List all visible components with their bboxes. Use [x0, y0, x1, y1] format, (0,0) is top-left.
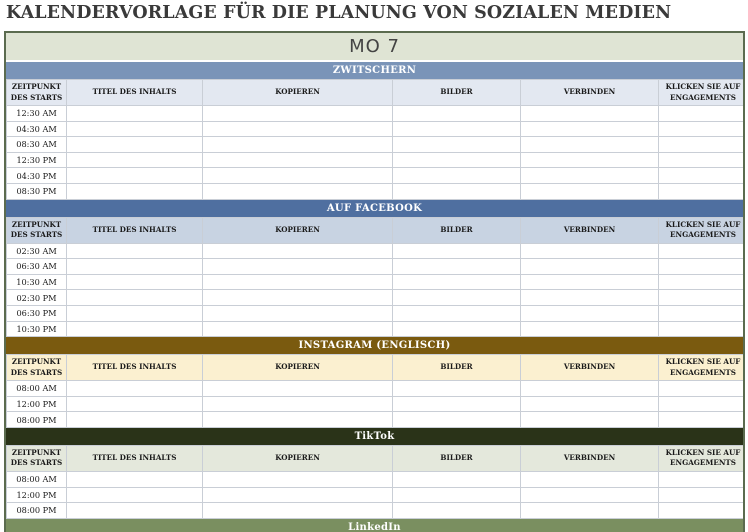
col-clicks-header: KLICKEN SIE AUF ENGAGEMENTS: [659, 445, 746, 471]
col-clicks-header: KLICKEN SIE AUF ENGAGEMENTS: [659, 217, 746, 243]
link-cell[interactable]: [521, 183, 659, 199]
copy-cell[interactable]: [203, 183, 393, 199]
clicks-cell[interactable]: [659, 412, 746, 428]
title-cell[interactable]: [67, 259, 203, 275]
images-cell[interactable]: [393, 274, 521, 290]
link-cell[interactable]: [521, 471, 659, 487]
col-title-header: TITEL DES INHALTS: [67, 445, 203, 471]
copy-cell[interactable]: [203, 503, 393, 519]
link-cell[interactable]: [521, 121, 659, 137]
link-cell[interactable]: [521, 152, 659, 168]
clicks-cell[interactable]: [659, 305, 746, 321]
time-cell: 12:00 PM: [7, 396, 67, 412]
time-cell: 08:30 PM: [7, 183, 67, 199]
images-cell[interactable]: [393, 381, 521, 397]
link-cell[interactable]: [521, 412, 659, 428]
link-cell[interactable]: [521, 259, 659, 275]
clicks-cell[interactable]: [659, 259, 746, 275]
images-cell[interactable]: [393, 168, 521, 184]
copy-cell[interactable]: [203, 259, 393, 275]
col-title-header: TITEL DES INHALTS: [67, 355, 203, 381]
clicks-cell[interactable]: [659, 487, 746, 503]
table-row: [7, 274, 746, 290]
time-cell: 10:30 AM: [7, 274, 67, 290]
col-time-header: ZEITPUNKT DES STARTS: [7, 80, 67, 106]
col-copy-header: KOPIEREN: [203, 217, 393, 243]
table-row: [7, 381, 746, 397]
col-copy-header: KOPIEREN: [203, 80, 393, 106]
title-cell[interactable]: [67, 152, 203, 168]
title-cell[interactable]: [67, 305, 203, 321]
table-row: [7, 396, 746, 412]
images-cell[interactable]: [393, 305, 521, 321]
col-title-header: TITEL DES INHALTS: [67, 217, 203, 243]
time-cell: 08:00 AM: [7, 471, 67, 487]
time-cell: 06:30 AM: [7, 259, 67, 275]
copy-cell[interactable]: [203, 168, 393, 184]
images-cell[interactable]: [393, 137, 521, 153]
time-cell: 02:30 AM: [7, 243, 67, 259]
link-cell[interactable]: [521, 243, 659, 259]
copy-cell[interactable]: [203, 121, 393, 137]
images-cell[interactable]: [393, 503, 521, 519]
table-row: [7, 471, 746, 487]
section-band-instagram: INSTAGRAM (ENGLISCH): [6, 337, 743, 354]
link-cell[interactable]: [521, 137, 659, 153]
col-time-header: ZEITPUNKT DES STARTS: [7, 355, 67, 381]
instagram-table: [6, 354, 745, 428]
images-cell[interactable]: [393, 290, 521, 306]
title-cell[interactable]: [67, 274, 203, 290]
time-cell: 10:30 PM: [7, 321, 67, 337]
clicks-cell[interactable]: [659, 168, 746, 184]
copy-cell[interactable]: [203, 290, 393, 306]
clicks-cell[interactable]: [659, 152, 746, 168]
title-cell[interactable]: [67, 106, 203, 122]
clicks-cell[interactable]: [659, 274, 746, 290]
table-row: [7, 290, 746, 306]
link-cell[interactable]: [521, 487, 659, 503]
clicks-cell[interactable]: [659, 503, 746, 519]
title-cell[interactable]: [67, 137, 203, 153]
link-cell[interactable]: [521, 106, 659, 122]
images-cell[interactable]: [393, 321, 521, 337]
link-cell[interactable]: [521, 274, 659, 290]
link-cell[interactable]: [521, 305, 659, 321]
link-cell[interactable]: [521, 290, 659, 306]
time-cell: 12:00 PM: [7, 487, 67, 503]
images-cell[interactable]: [393, 121, 521, 137]
calendar-sheet: [4, 31, 745, 532]
clicks-cell[interactable]: [659, 243, 746, 259]
section-band-facebook: AUF FACEBOOK: [6, 200, 743, 217]
copy-cell[interactable]: [203, 305, 393, 321]
twitter-table: [6, 79, 745, 200]
page-title: KALENDERVORLAGE FÜR DIE PLANUNG VON SOZIALEN MEDIEN: [6, 3, 672, 23]
clicks-cell[interactable]: [659, 381, 746, 397]
header-row: [7, 355, 746, 381]
header-row: [7, 217, 746, 243]
table-row: [7, 487, 746, 503]
time-cell: 04:30 PM: [7, 168, 67, 184]
images-cell[interactable]: [393, 183, 521, 199]
clicks-cell[interactable]: [659, 137, 746, 153]
table-row: [7, 168, 746, 184]
clicks-cell[interactable]: [659, 183, 746, 199]
header-row: [7, 445, 746, 471]
title-cell[interactable]: [67, 121, 203, 137]
clicks-cell[interactable]: [659, 471, 746, 487]
title-cell[interactable]: [67, 471, 203, 487]
images-cell[interactable]: [393, 106, 521, 122]
section-band-twitter: ZWITSCHERN: [6, 62, 743, 79]
title-cell[interactable]: [67, 168, 203, 184]
time-cell: 06:30 PM: [7, 305, 67, 321]
col-clicks-header: KLICKEN SIE AUF ENGAGEMENTS: [659, 355, 746, 381]
time-cell: 04:30 AM: [7, 121, 67, 137]
link-cell[interactable]: [521, 396, 659, 412]
copy-cell[interactable]: [203, 106, 393, 122]
col-link-header: VERBINDEN: [521, 355, 659, 381]
link-cell[interactable]: [521, 321, 659, 337]
section-band-linkedin: LinkedIn: [6, 519, 743, 532]
time-cell: 08:00 PM: [7, 503, 67, 519]
table-row: [7, 152, 746, 168]
clicks-cell[interactable]: [659, 121, 746, 137]
col-time-header: ZEITPUNKT DES STARTS: [7, 217, 67, 243]
link-cell[interactable]: [521, 503, 659, 519]
section-band-tiktok: TikTok: [6, 428, 743, 445]
clicks-cell[interactable]: [659, 106, 746, 122]
time-cell: 08:00 AM: [7, 381, 67, 397]
clicks-cell[interactable]: [659, 321, 746, 337]
images-cell[interactable]: [393, 152, 521, 168]
images-cell[interactable]: [393, 396, 521, 412]
col-link-header: VERBINDEN: [521, 217, 659, 243]
copy-cell[interactable]: [203, 487, 393, 503]
table-row: [7, 321, 746, 337]
facebook-table: [6, 217, 745, 338]
title-cell[interactable]: [67, 503, 203, 519]
time-cell: 02:30 PM: [7, 290, 67, 306]
images-cell[interactable]: [393, 471, 521, 487]
copy-cell[interactable]: [203, 243, 393, 259]
copy-cell[interactable]: [203, 137, 393, 153]
table-row: [7, 503, 746, 519]
col-link-header: VERBINDEN: [521, 445, 659, 471]
images-cell[interactable]: [393, 259, 521, 275]
col-images-header: BILDER: [393, 445, 521, 471]
col-images-header: BILDER: [393, 355, 521, 381]
table-row: [7, 412, 746, 428]
col-time-header: ZEITPUNKT DES STARTS: [7, 445, 67, 471]
title-cell[interactable]: [67, 183, 203, 199]
images-cell[interactable]: [393, 412, 521, 428]
table-row: [7, 243, 746, 259]
table-row: [7, 106, 746, 122]
clicks-cell[interactable]: [659, 290, 746, 306]
table-row: [7, 121, 746, 137]
col-images-header: BILDER: [393, 80, 521, 106]
header-row: [7, 80, 746, 106]
title-cell[interactable]: [67, 381, 203, 397]
table-row: [7, 259, 746, 275]
table-row: [7, 183, 746, 199]
copy-cell[interactable]: [203, 396, 393, 412]
copy-cell[interactable]: [203, 152, 393, 168]
day-header: MO 7: [6, 33, 743, 62]
copy-cell[interactable]: [203, 471, 393, 487]
title-cell[interactable]: [67, 412, 203, 428]
copy-cell[interactable]: [203, 321, 393, 337]
col-copy-header: KOPIEREN: [203, 445, 393, 471]
tiktok-table: [6, 445, 745, 519]
link-cell[interactable]: [521, 168, 659, 184]
time-cell: 12:30 PM: [7, 152, 67, 168]
copy-cell[interactable]: [203, 412, 393, 428]
col-link-header: VERBINDEN: [521, 80, 659, 106]
col-title-header: TITEL DES INHALTS: [67, 80, 203, 106]
copy-cell[interactable]: [203, 274, 393, 290]
col-copy-header: KOPIEREN: [203, 355, 393, 381]
table-row: [7, 137, 746, 153]
title-cell[interactable]: [67, 321, 203, 337]
link-cell[interactable]: [521, 381, 659, 397]
images-cell[interactable]: [393, 487, 521, 503]
title-cell[interactable]: [67, 243, 203, 259]
title-cell[interactable]: [67, 396, 203, 412]
title-cell[interactable]: [67, 290, 203, 306]
title-cell[interactable]: [67, 487, 203, 503]
col-images-header: BILDER: [393, 217, 521, 243]
col-clicks-header: KLICKEN SIE AUF ENGAGEMENTS: [659, 80, 746, 106]
time-cell: 08:30 AM: [7, 137, 67, 153]
time-cell: 08:00 PM: [7, 412, 67, 428]
time-cell: 12:30 AM: [7, 106, 67, 122]
table-row: [7, 305, 746, 321]
copy-cell[interactable]: [203, 381, 393, 397]
clicks-cell[interactable]: [659, 396, 746, 412]
images-cell[interactable]: [393, 243, 521, 259]
